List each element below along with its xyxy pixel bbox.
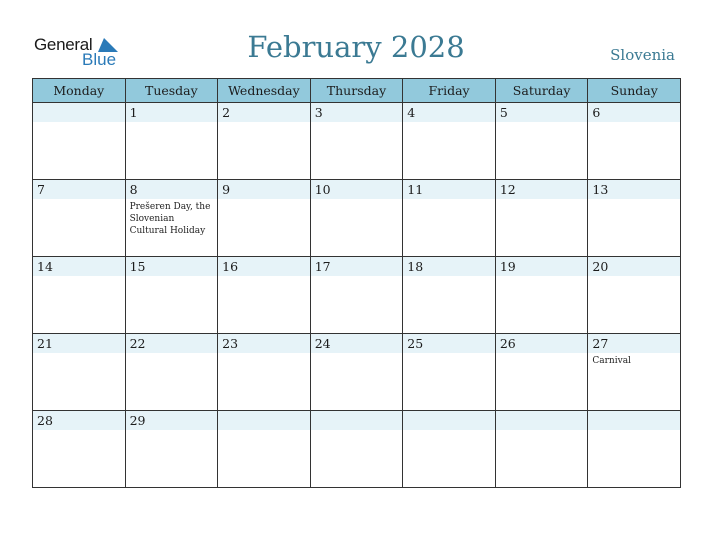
weekday-header: Tuesday <box>125 79 218 103</box>
day-number: 23 <box>218 334 310 353</box>
page-title: February 2028 <box>247 30 465 64</box>
logo-word-blue: Blue <box>82 50 117 69</box>
week-row <box>33 180 681 257</box>
day-number: 7 <box>33 180 125 199</box>
day-number <box>403 411 495 430</box>
day-cell <box>588 334 681 411</box>
day-number: 17 <box>311 257 403 276</box>
weekday-header: Monday <box>33 79 126 103</box>
day-number: 13 <box>588 180 680 199</box>
day-number <box>588 411 680 430</box>
day-number: 26 <box>496 334 588 353</box>
day-number: 25 <box>403 334 495 353</box>
day-number: 1 <box>126 103 218 122</box>
day-number: 20 <box>588 257 680 276</box>
day-cell <box>310 103 403 180</box>
day-number: 8 <box>126 180 218 199</box>
day-number: 19 <box>496 257 588 276</box>
weekday-header: Friday <box>403 79 496 103</box>
day-number: 9 <box>218 180 310 199</box>
weekday-header: Wednesday <box>218 79 311 103</box>
holiday-label: Carnival <box>592 356 631 366</box>
day-number: 21 <box>33 334 125 353</box>
country-label: Slovenia <box>610 46 675 64</box>
day-cell <box>495 180 588 257</box>
day-number: 6 <box>588 103 680 122</box>
day-cell <box>218 257 311 334</box>
day-cell <box>403 411 496 488</box>
day-number: 5 <box>496 103 588 122</box>
day-cell <box>403 103 496 180</box>
weekday-header: Saturday <box>495 79 588 103</box>
day-number <box>496 411 588 430</box>
day-number: 10 <box>311 180 403 199</box>
day-cell <box>403 257 496 334</box>
day-cell <box>588 180 681 257</box>
day-cell <box>33 411 126 488</box>
day-cell <box>495 411 588 488</box>
week-row <box>33 411 681 488</box>
day-cell <box>218 411 311 488</box>
day-number: 14 <box>33 257 125 276</box>
day-cell <box>125 411 218 488</box>
calendar-grid <box>32 78 681 488</box>
day-number: 27 <box>588 334 680 353</box>
logo-word-general: General <box>34 35 93 54</box>
holiday-label: Prešeren Day, the Slovenian Cultural Holiday <box>129 202 211 236</box>
day-cell <box>218 180 311 257</box>
day-number <box>311 411 403 430</box>
day-number: 16 <box>218 257 310 276</box>
day-cell <box>310 334 403 411</box>
day-cell <box>218 334 311 411</box>
day-cell <box>125 257 218 334</box>
day-number: 24 <box>311 334 403 353</box>
week-row <box>33 103 681 180</box>
day-cell <box>33 180 126 257</box>
day-cell <box>125 180 218 257</box>
day-number: 29 <box>126 411 218 430</box>
day-cell <box>588 257 681 334</box>
day-number: 22 <box>126 334 218 353</box>
weekday-header: Sunday <box>588 79 681 103</box>
week-row <box>33 334 681 411</box>
day-cell <box>310 180 403 257</box>
day-number: 11 <box>403 180 495 199</box>
day-cell <box>218 103 311 180</box>
day-cell <box>125 103 218 180</box>
day-number: 12 <box>496 180 588 199</box>
day-number: 15 <box>126 257 218 276</box>
day-cell <box>310 257 403 334</box>
day-number: 18 <box>403 257 495 276</box>
day-cell <box>403 180 496 257</box>
day-number <box>218 411 310 430</box>
day-cell <box>33 257 126 334</box>
day-number: 4 <box>403 103 495 122</box>
day-cell <box>310 411 403 488</box>
day-cell <box>495 103 588 180</box>
day-cell <box>403 334 496 411</box>
weekday-header-row <box>33 79 681 103</box>
day-cell <box>33 103 126 180</box>
week-row <box>33 257 681 334</box>
day-cell <box>495 334 588 411</box>
day-number: 28 <box>33 411 125 430</box>
day-cell <box>588 103 681 180</box>
day-cell <box>588 411 681 488</box>
day-number: 3 <box>311 103 403 122</box>
day-cell <box>125 334 218 411</box>
day-number <box>33 103 125 122</box>
day-number: 2 <box>218 103 310 122</box>
day-cell <box>495 257 588 334</box>
day-cell <box>33 334 126 411</box>
weekday-header: Thursday <box>310 79 403 103</box>
